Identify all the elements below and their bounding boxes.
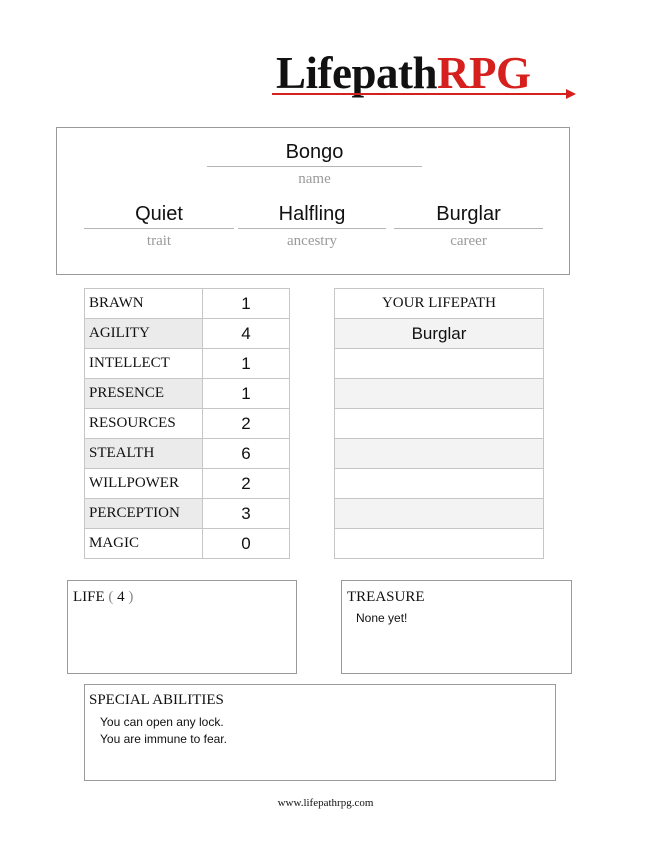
stat-row-perception [85, 499, 290, 529]
lifepath-entry [335, 499, 544, 529]
lifepath-row [335, 409, 544, 439]
special-abilities-title: SPECIAL ABILITIES [89, 692, 224, 708]
ancestry-label: ancestry [287, 233, 337, 249]
stat-value: 4 [203, 319, 290, 349]
logo [272, 50, 577, 102]
stat-name: MAGIC [85, 529, 203, 559]
lifepath-entry [335, 349, 544, 379]
stat-value: 3 [203, 499, 290, 529]
stat-row-presence [85, 379, 290, 409]
treasure-box [341, 580, 572, 674]
name-field [207, 138, 422, 188]
lifepath-entry [335, 469, 544, 499]
logo-text-rpg: RPG [437, 48, 531, 98]
lifepath-row [335, 469, 544, 499]
stat-value: 1 [203, 289, 290, 319]
life-open-paren: ( [108, 589, 114, 605]
lifepath-row [335, 499, 544, 529]
lifepath-entry [335, 439, 544, 469]
lifepath-entry: Burglar [335, 319, 544, 349]
life-value: 4 [117, 589, 125, 605]
stat-name: WILLPOWER [85, 469, 203, 499]
stat-row-stealth [85, 439, 290, 469]
stat-value: 0 [203, 529, 290, 559]
trait-underline [84, 228, 234, 229]
stat-name: PRESENCE [85, 379, 203, 409]
character-trait: Quiet [135, 203, 183, 225]
lifepath-entry [335, 529, 544, 559]
name-label: name [298, 171, 331, 187]
treasure-text: None yet! [356, 611, 408, 625]
lifepath-row [335, 349, 544, 379]
life-label: LIFE [73, 589, 105, 605]
lifepath-row [335, 379, 544, 409]
stat-row-resources [85, 409, 290, 439]
logo-text-lifepath: Lifepath [276, 48, 438, 98]
stat-row-magic [85, 529, 290, 559]
ancestry-field [238, 200, 386, 250]
trait-field [84, 200, 234, 250]
stat-name: BRAWN [85, 289, 203, 319]
character-career: Burglar [436, 203, 501, 225]
lifepath-header: YOUR LIFEPATH [335, 289, 544, 319]
character-ancestry: Halfling [278, 203, 346, 225]
stat-value: 1 [203, 349, 290, 379]
lifepath-table [334, 288, 544, 559]
treasure-title: TREASURE [347, 589, 425, 605]
ancestry-underline [238, 228, 386, 229]
stats-table [84, 288, 290, 559]
lifepath-row [335, 439, 544, 469]
life-close-paren: ) [128, 589, 134, 605]
stat-name: RESOURCES [85, 409, 203, 439]
footer-url: www.lifepathrpg.com [277, 797, 374, 809]
character-name: Bongo [285, 141, 344, 163]
character-box [56, 127, 570, 275]
stat-value: 1 [203, 379, 290, 409]
lifepath-entry [335, 409, 544, 439]
stat-name: AGILITY [85, 319, 203, 349]
life-title [73, 589, 133, 606]
logo-arrow-icon [272, 88, 577, 100]
career-field [394, 200, 543, 250]
career-label: career [450, 233, 487, 249]
name-underline [207, 166, 422, 167]
stat-name: PERCEPTION [85, 499, 203, 529]
stat-value: 2 [203, 409, 290, 439]
stat-row-willpower [85, 469, 290, 499]
stat-name: INTELLECT [85, 349, 203, 379]
life-box [67, 580, 297, 674]
stat-row-brawn [85, 289, 290, 319]
stat-row-intellect [85, 349, 290, 379]
stat-name: STEALTH [85, 439, 203, 469]
special-abilities-line: You can open any lock. [100, 715, 224, 729]
special-abilities-box [84, 684, 556, 781]
stat-row-agility [85, 319, 290, 349]
stat-value: 6 [203, 439, 290, 469]
trait-label: trait [146, 233, 172, 249]
career-underline [394, 228, 543, 229]
special-abilities-line: You are immune to fear. [100, 732, 227, 746]
lifepath-header-row [335, 289, 544, 319]
lifepath-entry [335, 379, 544, 409]
lifepath-row [335, 529, 544, 559]
stat-value: 2 [203, 469, 290, 499]
lifepath-row [335, 319, 544, 349]
